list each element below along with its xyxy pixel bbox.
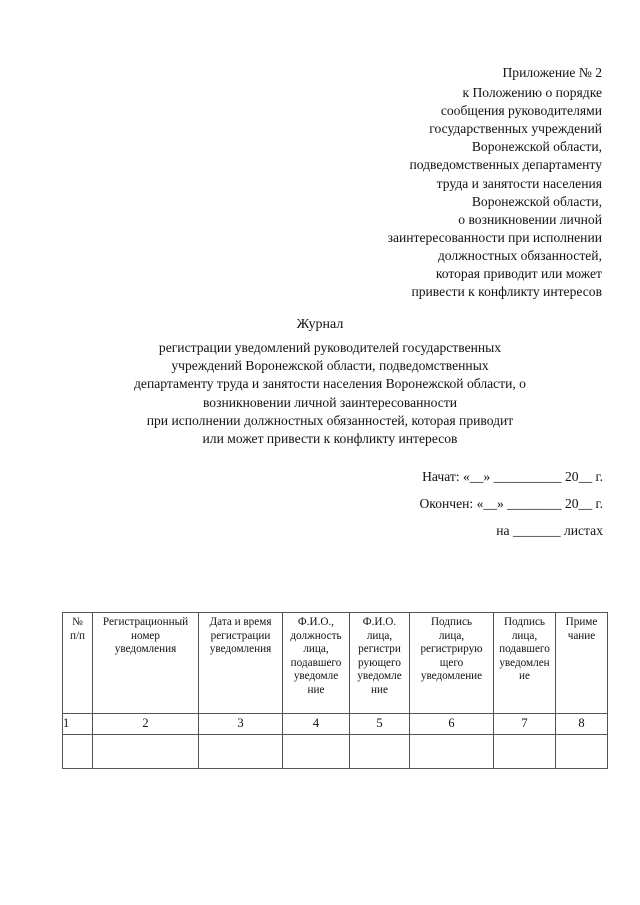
- number-cell: 8: [556, 714, 608, 735]
- table-number-row: [63, 714, 608, 735]
- appendix-line: о возникновении личной: [458, 211, 602, 227]
- subtitle-line: или может привести к конфликту интересов: [202, 431, 458, 447]
- table-row: [63, 735, 608, 769]
- journal-subtitle: [120, 339, 540, 448]
- subtitle-line: департаменту труда и занятости населения Воронежской области, о: [134, 376, 526, 392]
- empty-cell: [556, 735, 608, 769]
- header-text: Ф.И.О. лица, регистри рующего уведомле ние: [357, 616, 402, 696]
- empty-cell: [199, 735, 283, 769]
- appendix-line: Воронежской области,: [471, 193, 602, 209]
- header-cell-note: [556, 613, 608, 714]
- header-text: Приме чание: [565, 616, 598, 642]
- header-cell-submitter-signature: [494, 613, 556, 714]
- number-cell: 6: [410, 714, 494, 735]
- appendix-line: труда и занятости населения: [436, 175, 602, 191]
- started-line: Начат: «__» __________ 20__ г.: [422, 469, 603, 484]
- header-cell-datetime: [199, 613, 283, 714]
- appendix-line: подведомственных департаменту: [409, 157, 602, 173]
- empty-cell: [350, 735, 410, 769]
- header-text: Регистрационный номер уведомления: [102, 616, 189, 655]
- header-cell-reg-number: [93, 613, 199, 714]
- appendix-line: Приложение № 2: [502, 65, 602, 80]
- appendix-line: государственных учреждений: [429, 121, 602, 137]
- number-cell: 3: [199, 714, 283, 735]
- appendix-line: к Положению о порядке: [462, 85, 602, 101]
- appendix-line: сообщения руководителями: [440, 103, 602, 119]
- table-header-row: [63, 613, 608, 714]
- header-text: Дата и время регистрации уведомления: [209, 616, 272, 655]
- subtitle-line: при исполнении должностных обязанностей, которая приводит: [146, 412, 514, 428]
- registration-table: [62, 612, 608, 769]
- header-text: Подпись лица, регистрирую щего уведомление: [420, 616, 483, 682]
- empty-cell: [63, 735, 93, 769]
- appendix-line: заинтересованности при исполнении: [387, 229, 602, 245]
- header-cell-registrar: [350, 613, 410, 714]
- appendix-line: которая приводит или может: [435, 266, 602, 282]
- number-cell: 5: [350, 714, 410, 735]
- appendix-block: [302, 64, 602, 301]
- appendix-line: привести к конфликту интересов: [411, 284, 602, 300]
- subtitle-line: возникновении личной заинтересованности: [202, 394, 458, 410]
- header-cell-number: [63, 613, 93, 714]
- empty-cell: [410, 735, 494, 769]
- number-cell: 4: [283, 714, 350, 735]
- header-cell-registrar-signature: [410, 613, 494, 714]
- empty-cell: [283, 735, 350, 769]
- empty-cell: [93, 735, 199, 769]
- header-cell-submitter: [283, 613, 350, 714]
- header-text: Ф.И.О., должность лица, подавшего уведомле ние: [290, 616, 342, 696]
- subtitle-line: учреждений Воронежской области, подведомственных: [171, 358, 489, 374]
- subtitle-line: регистрации уведомлений руководителей государственных: [158, 340, 502, 355]
- number-cell: 7: [494, 714, 556, 735]
- number-cell: 1: [63, 714, 93, 735]
- header-text: № п/п: [69, 616, 86, 642]
- appendix-line: должностных обязанностей,: [437, 247, 602, 263]
- header-text: Подпись лица, подавшего уведомлен ие: [499, 616, 550, 682]
- sheets-line: на _______ листах: [496, 523, 603, 538]
- number-cell: 2: [93, 714, 199, 735]
- appendix-line: Воронежской области,: [471, 139, 602, 155]
- empty-cell: [494, 735, 556, 769]
- finished-line: Окончен: «__» ________ 20__ г.: [419, 496, 603, 511]
- journal-title: Журнал: [296, 317, 344, 332]
